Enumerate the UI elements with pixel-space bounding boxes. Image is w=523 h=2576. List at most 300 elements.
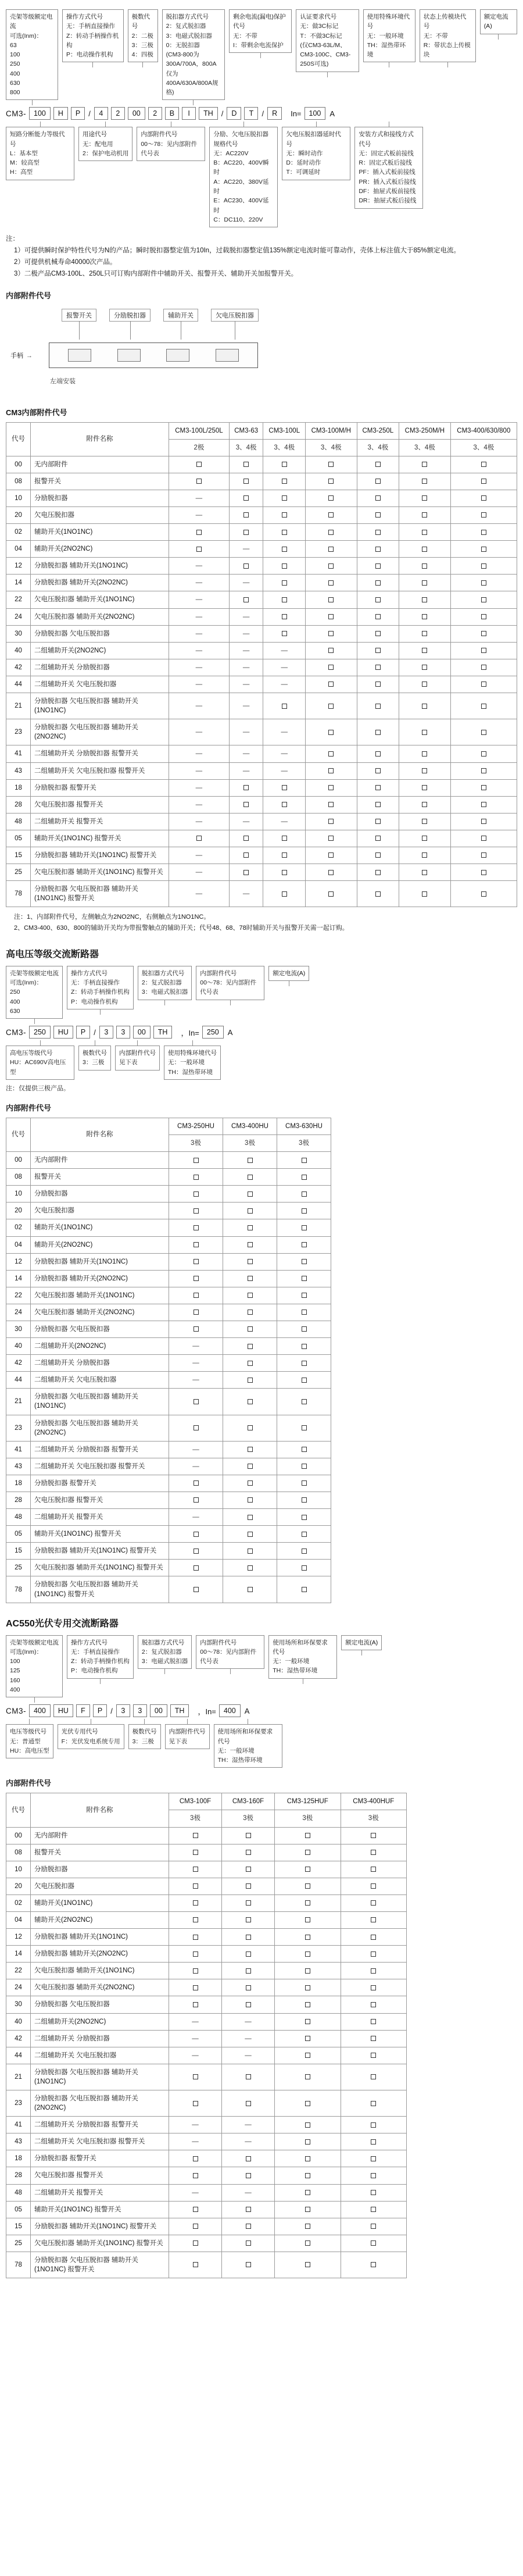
accessory-code: 02: [6, 1894, 31, 1911]
availability-cell: [222, 1929, 275, 1946]
availability-cell: [399, 693, 451, 719]
spec-box: [137, 127, 205, 161]
available-marker: [375, 785, 381, 790]
model-segment: I: [182, 107, 196, 120]
available-marker: [282, 785, 287, 790]
availability-cell: [277, 1526, 331, 1543]
model-segment: D: [227, 107, 241, 120]
available-marker: [246, 1985, 251, 1990]
accessory-code: 20: [6, 1203, 31, 1219]
available-marker: [328, 631, 334, 636]
not-available-marker: —: [229, 881, 263, 907]
available-marker: [194, 1208, 199, 1214]
spec-box-title: 用途代号: [83, 131, 107, 138]
availability-cell: [399, 830, 451, 847]
cm3-accessory-table-title: CM3内部附件代号: [6, 408, 67, 417]
availability-cell: [223, 1253, 277, 1270]
accessory-row: [6, 541, 517, 558]
available-marker: [196, 836, 202, 841]
spec-box-subtitle: 可选(Inm)：: [10, 1648, 42, 1656]
availability-cell: [450, 847, 517, 864]
not-available-marker: —: [169, 2117, 222, 2133]
available-marker: [371, 2019, 376, 2024]
available-marker: [305, 1985, 310, 1990]
available-marker: [371, 1900, 376, 1906]
accessory-row: [6, 1492, 331, 1509]
note-item: 2）可提供机械寿命40000次产品。: [14, 259, 117, 266]
accessory-code: 28: [6, 796, 31, 813]
spec-box-item: I：带剩余电流保护: [232, 41, 284, 49]
accessory-row: [6, 1911, 407, 1928]
accessory-name: 欠电压脱扣器: [31, 1878, 169, 1894]
not-available-marker: —: [169, 762, 230, 779]
availability-cell: [277, 1355, 331, 1372]
spec-box-item: PR：插入式板后接线: [359, 178, 416, 185]
availability-cell: [306, 830, 357, 847]
accessory-name: 欠电压脱扣器 辅助开关(2NO2NC): [31, 1979, 169, 1996]
available-marker: [371, 2002, 376, 2007]
available-marker: [371, 2139, 376, 2145]
availability-cell: [450, 642, 517, 659]
available-marker: [193, 1985, 198, 1990]
available-marker: [248, 1378, 253, 1383]
available-marker: [328, 495, 334, 501]
accessory-row: [6, 864, 517, 881]
spec-box-wrap: [6, 966, 63, 1024]
available-marker: [246, 1951, 251, 1957]
accessory-code: 24: [6, 608, 31, 625]
available-marker: [194, 1532, 199, 1537]
available-marker: [422, 852, 427, 858]
availability-cell: [275, 2013, 341, 2030]
available-marker: [194, 1191, 199, 1197]
table-body: [6, 1827, 407, 2278]
availability-cell: [399, 762, 451, 779]
available-marker: [243, 785, 249, 790]
available-marker: [422, 631, 427, 636]
accessory-code: 10: [6, 490, 31, 506]
available-marker: [481, 802, 486, 807]
available-marker: [328, 730, 334, 735]
available-marker: [371, 2122, 376, 2128]
accessory-name: 报警开关: [31, 473, 169, 490]
spec-box-title: 极数代号: [83, 1050, 107, 1057]
accessory-name: 二组辅助开关 欠电压脱扣器: [31, 1372, 169, 1389]
available-marker: [243, 512, 249, 518]
accessory-code: 12: [6, 1929, 31, 1946]
availability-cell: [341, 1979, 407, 1996]
available-marker: [481, 852, 486, 858]
availability-cell: [277, 1253, 331, 1270]
availability-cell: [275, 2252, 341, 2278]
available-marker: [305, 2139, 310, 2145]
rated-current-value: 250: [202, 1026, 224, 1039]
accessory-name: 辅助开关(1NO1NC): [31, 524, 169, 541]
spec-box: [128, 1724, 161, 1749]
availability-cell: [222, 1979, 275, 1996]
not-available-marker: —: [229, 625, 263, 642]
availability-cell: [223, 1219, 277, 1236]
spec-box-title: 操作方式代号: [71, 1639, 108, 1646]
accessory-code: 78: [6, 2252, 31, 2278]
availability-cell: [229, 473, 263, 490]
connector-line: [100, 1679, 101, 1684]
spec-box: [78, 1046, 111, 1071]
spec-box-wrap: [6, 1719, 53, 1758]
available-marker: [243, 852, 249, 858]
availability-cell: [277, 1338, 331, 1355]
accessory-code: 30: [6, 625, 31, 642]
accessory-name: 分励脱扣器 辅助开关(1NO1NC) 报警开关: [31, 847, 169, 864]
available-marker: [422, 802, 427, 807]
available-marker: [305, 2002, 310, 2007]
availability-cell: [306, 608, 357, 625]
availability-cell: [399, 473, 451, 490]
not-available-marker: —: [169, 659, 230, 676]
spec-box: [341, 1635, 382, 1650]
connector-line: [142, 62, 143, 67]
not-available-marker: —: [263, 642, 306, 659]
accessory-name: 欠电压脱扣器 辅助开关(1NO1NC) 报警开关: [31, 864, 169, 881]
available-marker: [422, 730, 427, 735]
available-marker: [375, 495, 381, 501]
availability-cell: [277, 1372, 331, 1389]
accessory-code: 23: [6, 1415, 31, 1441]
availability-cell: [450, 813, 517, 830]
spec-box-item: 00～78：见内部附件代号表: [141, 140, 198, 157]
spec-box-wrap: [165, 1719, 210, 1749]
pole-subheader: 3、4极: [357, 439, 399, 456]
spec-box-item: 63: [10, 41, 17, 49]
availability-cell: [341, 2218, 407, 2235]
availability-cell: [169, 1929, 222, 1946]
availability-cell: [399, 881, 451, 907]
available-marker: [481, 563, 486, 569]
available-marker: [481, 530, 486, 535]
availability-cell: [169, 1219, 223, 1236]
availability-cell: [277, 1186, 331, 1203]
spec-box: [229, 9, 292, 53]
available-marker: [193, 2173, 198, 2178]
available-marker: [328, 768, 334, 773]
model-column-header: CM3-63: [229, 422, 263, 439]
availability-cell: [222, 1963, 275, 1979]
availability-cell: [223, 1203, 277, 1219]
spec-box-item: 00～78：见内部附件代号表: [200, 1648, 257, 1665]
accessory-code: 04: [6, 1911, 31, 1928]
accessory-code: 21: [6, 1389, 31, 1415]
available-marker: [422, 682, 427, 687]
available-marker: [375, 462, 381, 467]
available-marker: [305, 1935, 310, 1940]
available-marker: [375, 614, 381, 619]
available-marker: [305, 2156, 310, 2161]
accessory-name: 分励脱扣器 欠电压脱扣器 辅助开关(2NO2NC): [31, 2090, 169, 2117]
connector-line: [40, 1040, 41, 1046]
accessory-row: [6, 490, 517, 506]
available-marker: [302, 1425, 307, 1430]
availability-cell: [169, 1287, 223, 1304]
not-available-marker: —: [222, 2030, 275, 2047]
accessory-code: 05: [6, 830, 31, 847]
spec-box: [58, 1724, 124, 1749]
connector-line: [361, 1650, 362, 1656]
available-marker: [248, 1175, 253, 1180]
accessory-row: [6, 2117, 407, 2133]
spec-box-title: 内部附件代号: [200, 1639, 237, 1646]
availability-cell: [169, 1186, 223, 1203]
availability-cell: [357, 541, 399, 558]
available-marker: [375, 891, 381, 897]
not-available-marker: —: [169, 881, 230, 907]
model-series-prefix: CM3-: [6, 109, 26, 118]
spec-box-item: HU：AC690V高电压型: [10, 1059, 66, 1076]
available-marker: [371, 2053, 376, 2058]
availability-cell: [450, 659, 517, 676]
connector-line: [243, 122, 244, 127]
accessory-table: [6, 1118, 331, 1603]
spec-box-wrap: [268, 1635, 337, 1684]
pv-accessory-table-mount: [6, 1793, 517, 2278]
availability-cell: [357, 642, 399, 659]
available-marker: [302, 1497, 307, 1503]
available-marker: [305, 1951, 310, 1957]
spec-box-item: 400: [10, 1686, 20, 1693]
available-marker: [248, 1208, 253, 1214]
pv-section-heading: AC550光伏专用交流断路器: [6, 1618, 119, 1629]
availability-cell: [169, 524, 230, 541]
accessory-code: 04: [6, 1236, 31, 1253]
availability-cell: [306, 762, 357, 779]
not-available-marker: —: [229, 745, 263, 762]
connector-line: [92, 62, 93, 67]
available-marker: [481, 580, 486, 586]
available-marker: [305, 2101, 310, 2106]
spec-box: [296, 9, 359, 72]
availability-cell: [275, 2030, 341, 2047]
spec-box-item: DF：抽屉式板前接线: [359, 187, 416, 195]
model-segment: F: [76, 1704, 90, 1717]
accessory-code: 30: [6, 1321, 31, 1337]
not-available-marker: —: [169, 1338, 223, 1355]
availability-cell: [169, 1203, 223, 1219]
availability-cell: [222, 2090, 275, 2117]
accessory-label: 辅助开关: [163, 309, 198, 322]
accessory-code: 18: [6, 1475, 31, 1492]
accessory-code: 30: [6, 1996, 31, 2013]
rated-current-value: 100: [305, 107, 326, 120]
available-marker: [282, 802, 287, 807]
spec-box-item: 无：手柄直接操作: [71, 979, 120, 986]
spec-box-title: 高电压等级代号: [10, 1050, 53, 1057]
availability-cell: [341, 1894, 407, 1911]
available-marker: [282, 512, 287, 518]
availability-cell: [275, 1861, 341, 1878]
available-marker: [375, 751, 381, 757]
available-marker: [422, 580, 427, 586]
accessory-code: 21: [6, 2064, 31, 2090]
availability-cell: [263, 881, 306, 907]
available-marker: [243, 870, 249, 875]
available-marker: [422, 563, 427, 569]
available-marker: [246, 2156, 251, 2161]
spec-box-wrap: [115, 1040, 160, 1071]
spec-box-item: 2：复式脱扣器: [141, 1648, 182, 1656]
availability-cell: [341, 1861, 407, 1878]
spec-box-item: 3：电磁式脱扣器: [141, 989, 188, 996]
available-marker: [193, 1951, 198, 1957]
model-segment: 2: [111, 107, 125, 120]
available-marker: [248, 1399, 253, 1404]
availability-cell: [169, 2167, 222, 2184]
availability-cell: [357, 507, 399, 524]
available-marker: [194, 1549, 199, 1554]
ordering-bottom-boxes: [6, 122, 517, 227]
available-marker: [375, 530, 381, 535]
availability-cell: [275, 1827, 341, 1844]
not-available-marker: —: [263, 676, 306, 693]
accessory-row: [6, 1878, 407, 1894]
availability-cell: [450, 473, 517, 490]
available-marker: [375, 802, 381, 807]
accessory-code: 08: [6, 1844, 31, 1861]
model-segment: P: [76, 1026, 90, 1039]
spec-box-title: 分励、欠电压脱扣器规格代号: [213, 131, 268, 148]
not-available-marker: —: [169, 1372, 223, 1389]
available-marker: [481, 631, 486, 636]
available-marker: [248, 1549, 253, 1554]
available-marker: [422, 768, 427, 773]
accessory-code: 40: [6, 2013, 31, 2030]
spec-box-item: 无：普通型: [10, 1737, 41, 1745]
accessory-name: 二组辅助开关(2NO2NC): [31, 1338, 169, 1355]
spec-box-item: C：DC110、220V: [213, 216, 263, 223]
availability-cell: [277, 1236, 331, 1253]
spec-box-wrap: [420, 9, 476, 67]
availability-cell: [357, 847, 399, 864]
accessory-code: 40: [6, 1338, 31, 1355]
available-marker: [371, 2207, 376, 2212]
not-available-marker: —: [229, 813, 263, 830]
availability-cell: [341, 1946, 407, 1963]
available-marker: [481, 665, 486, 670]
rated-current-value: 400: [219, 1704, 241, 1717]
model-separator: /: [88, 109, 91, 118]
available-marker: [375, 682, 381, 687]
availability-cell: [223, 1304, 277, 1321]
available-marker: [246, 2074, 251, 2079]
available-marker: [302, 1158, 307, 1163]
available-marker: [305, 1833, 310, 1838]
accessory-labels: [62, 309, 259, 322]
availability-cell: [399, 591, 451, 608]
available-marker: [305, 2036, 310, 2041]
availability-cell: [357, 881, 399, 907]
availability-cell: [263, 456, 306, 473]
available-marker: [193, 1867, 198, 1872]
accessory-position-diagram: [6, 305, 517, 397]
accessory-code: 43: [6, 1458, 31, 1475]
model-code-line: [6, 1026, 517, 1039]
available-marker: [305, 2207, 310, 2212]
spec-box-item: T：可调延时: [286, 169, 321, 176]
availability-cell: [357, 558, 399, 575]
spec-box-wrap: [214, 1719, 282, 1768]
spec-box-item: 250: [10, 60, 20, 68]
available-marker: [371, 1985, 376, 1990]
accessory-name: 报警开关: [31, 1169, 169, 1186]
availability-cell: [169, 1415, 223, 1441]
accessory-row: [6, 881, 517, 907]
available-marker: [193, 2002, 198, 2007]
available-marker: [305, 2074, 310, 2079]
available-marker: [305, 1900, 310, 1906]
accessory-row: [6, 524, 517, 541]
spec-box-title: 电压等级代号: [10, 1728, 46, 1736]
spec-box-item: 无：手柄直接操作: [71, 1648, 120, 1656]
available-marker: [243, 563, 249, 569]
availability-cell: [275, 1894, 341, 1911]
table-head: [6, 422, 517, 456]
availability-cell: [223, 1492, 277, 1509]
available-marker: [282, 479, 287, 484]
availability-cell: [306, 473, 357, 490]
availability-cell: [229, 796, 263, 813]
accessory-name: 分励脱扣器 报警开关: [31, 779, 169, 796]
availability-cell: [450, 608, 517, 625]
available-marker: [328, 512, 334, 518]
availability-cell: [229, 864, 263, 881]
accessory-row: [6, 847, 517, 864]
accessory-row: [6, 1441, 331, 1458]
model-column-header: CM3-400/630/800: [450, 422, 517, 439]
available-marker: [305, 2190, 310, 2195]
availability-cell: [169, 2235, 222, 2252]
model-segment: HU: [53, 1026, 73, 1039]
available-marker: [328, 682, 334, 687]
mounting-caption: 左端安装: [50, 377, 76, 385]
accessory-name: 辅助开关(1NO1NC): [31, 1894, 169, 1911]
spec-box-title: 内部附件代号: [141, 131, 178, 138]
available-marker: [328, 836, 334, 841]
available-marker: [248, 1276, 253, 1281]
available-marker: [422, 648, 427, 653]
availability-cell: [222, 1861, 275, 1878]
available-marker: [246, 1917, 251, 1922]
accessory-code: 04: [6, 541, 31, 558]
availability-cell: [306, 507, 357, 524]
pv-ordering-diagram: [6, 1635, 517, 1768]
availability-cell: [357, 779, 399, 796]
accessory-name: 二组辅助开关 分励脱扣器 报警开关: [31, 1441, 169, 1458]
spec-box: [209, 127, 278, 227]
available-marker: [282, 704, 287, 709]
rated-current-unit: A: [244, 1706, 250, 1715]
table-body: [6, 456, 517, 907]
accessory-code: 15: [6, 2218, 31, 2235]
accessory-code: 44: [6, 2047, 31, 2064]
availability-cell: [275, 1878, 341, 1894]
availability-cell: [263, 524, 306, 541]
accessory-code: 21: [6, 693, 31, 719]
available-marker: [248, 1225, 253, 1230]
spec-box-item: 无：一般环境: [217, 1747, 255, 1754]
available-marker: [243, 479, 249, 484]
available-marker: [305, 2262, 310, 2267]
connector-line: [260, 53, 261, 58]
pole-subheader: 3极: [223, 1134, 277, 1151]
accessory-name: 无内部附件: [31, 456, 169, 473]
